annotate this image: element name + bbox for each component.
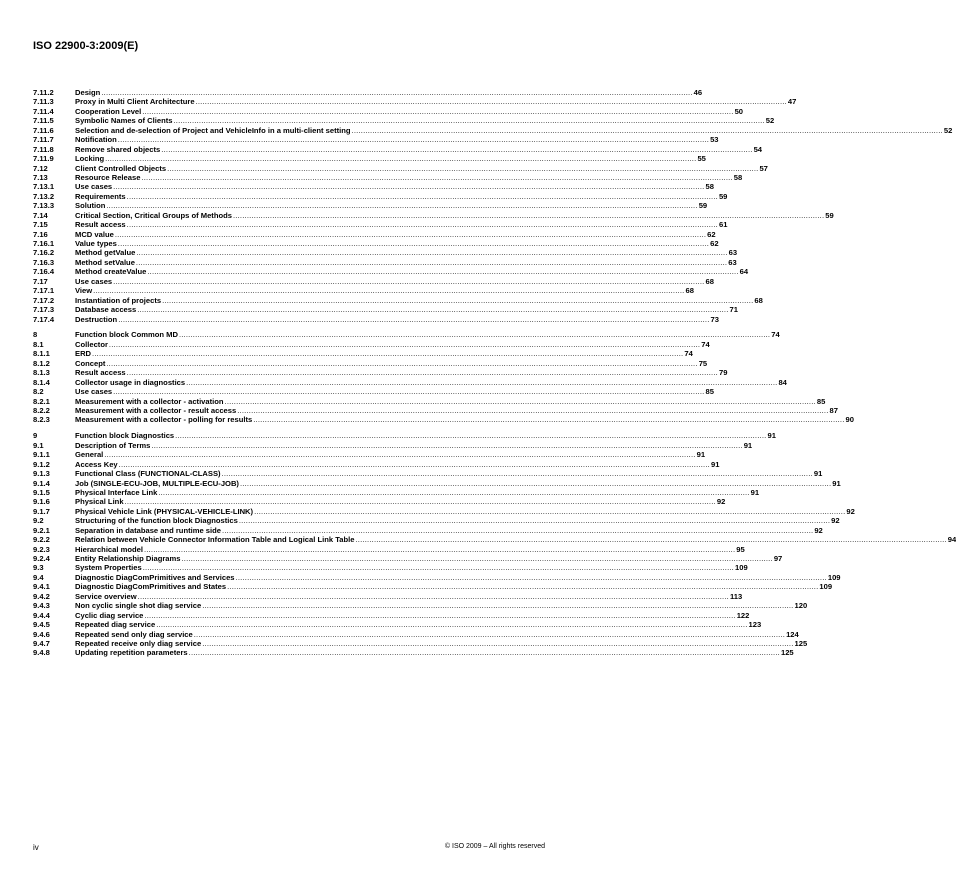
toc-dot-leader <box>109 340 700 349</box>
toc-entry-page: 71 <box>729 305 738 315</box>
toc-entry-title: Database access <box>75 305 137 315</box>
toc-entry-number: 7.16.3 <box>33 257 55 267</box>
toc-dot-leader <box>101 88 692 97</box>
toc-entry-page: 125 <box>780 648 794 658</box>
toc-entry-title: Resource Release <box>75 172 141 182</box>
toc-entry[interactable] <box>33 431 776 441</box>
toc-entry-number: 8.2.1 <box>33 396 50 406</box>
toc-entry-title: Method setValue <box>75 257 135 267</box>
toc-entry-page: 87 <box>829 405 838 415</box>
toc-entry-number: 9.4.6 <box>33 629 50 639</box>
toc-entry-number: 7.13.1 <box>33 182 55 192</box>
toc-entry-number: 7.11.7 <box>33 135 54 145</box>
toc-entry-title: Repeated diag service <box>75 620 156 630</box>
toc-entry-page: 109 <box>735 563 748 573</box>
toc-entry-number: 7.17.4 <box>33 314 55 324</box>
toc-entry-page: 62 <box>707 229 716 239</box>
toc-entry-page: 92 <box>846 506 855 516</box>
toc-entry[interactable] <box>33 368 728 378</box>
toc-entry[interactable] <box>33 387 714 397</box>
toc-dot-leader <box>143 563 734 572</box>
toc-entry-page: 68 <box>685 286 694 296</box>
toc-entry-title: Physical Interface Link <box>75 487 158 497</box>
toc-entry[interactable] <box>33 554 783 563</box>
toc-dot-leader <box>355 535 946 544</box>
toc-entry-number: 8.1.4 <box>33 377 50 387</box>
copyright-notice: © ISO 2009 – All rights reserved <box>444 843 545 850</box>
toc-entry-title: Collector <box>75 339 108 349</box>
toc-dot-leader <box>113 277 704 286</box>
toc-dot-leader <box>104 450 695 459</box>
toc-entry-page: 91 <box>743 440 753 450</box>
toc-entry-number: 9.4.5 <box>33 620 50 630</box>
toc-entry-page: 91 <box>750 487 760 497</box>
toc-entry[interactable] <box>33 450 706 460</box>
toc-entry[interactable] <box>33 172 743 182</box>
toc-entry-title: Client Controlled Objects <box>75 163 167 173</box>
toc-entry-page: 59 <box>718 191 728 201</box>
toc-entry-number: 9.1.4 <box>33 478 50 488</box>
toc-entry-number: 9 <box>33 431 38 441</box>
toc-entry[interactable] <box>33 620 762 630</box>
toc-entry-title: Structuring of the function block Diagnostics <box>75 516 238 526</box>
toc-entry-page: 92 <box>716 497 726 507</box>
toc-entry[interactable] <box>33 405 838 415</box>
toc-entry[interactable] <box>33 116 775 126</box>
toc-entry[interactable] <box>33 459 720 469</box>
toc-entry-page: 91 <box>813 469 823 479</box>
toc-entry-title: Locking <box>75 154 105 164</box>
toc-entry-title: System Properties <box>75 563 142 573</box>
toc-entry-page: 47 <box>787 97 797 107</box>
toc-entry-title: Function block Common MD <box>75 330 178 340</box>
toc-entry-page: 68 <box>754 295 763 305</box>
toc-entry-page: 63 <box>728 248 738 258</box>
toc-dot-leader <box>127 220 718 229</box>
toc-dot-leader <box>156 620 747 629</box>
toc-dot-leader <box>151 441 742 450</box>
toc-entry[interactable] <box>33 248 738 258</box>
toc-entry-number: 9.4.7 <box>33 638 50 648</box>
toc-entry[interactable] <box>33 396 826 406</box>
toc-entry[interactable] <box>33 314 719 324</box>
toc-entry-title: Method getValue <box>75 248 136 258</box>
toc-entry-title: Cooperation Level <box>75 106 142 116</box>
toc-dot-leader <box>136 258 727 267</box>
toc-entry-number: 9.4 <box>33 572 44 582</box>
toc-entry-page: 50 <box>734 106 744 116</box>
toc-dot-leader <box>225 397 816 406</box>
toc-entry[interactable] <box>33 295 763 305</box>
toc-dot-leader <box>106 201 697 210</box>
toc-entry-number: 7.13.2 <box>33 191 55 201</box>
toc-entry-page: 84 <box>778 377 787 387</box>
toc-entry-title: Entity Relationship Diagrams <box>75 554 181 563</box>
toc-entry-title: Measurement with a collector - result access <box>75 405 237 415</box>
toc-entry[interactable] <box>33 330 780 340</box>
toc-dot-leader <box>233 211 824 220</box>
toc-dot-leader <box>253 415 844 424</box>
toc-entry[interactable] <box>33 516 840 526</box>
toc-entry-title: View <box>75 286 93 296</box>
toc-entry[interactable] <box>33 201 708 211</box>
toc-entry-title: Physical Link <box>75 497 124 507</box>
toc-entry[interactable] <box>33 88 703 97</box>
toc-dot-leader <box>142 107 733 116</box>
toc-entry[interactable] <box>33 220 728 230</box>
toc-entry-title: Collector usage in diagnostics <box>75 377 186 387</box>
toc-entry-number: 7.11.9 <box>33 154 54 164</box>
toc-dot-leader <box>119 460 710 469</box>
toc-dot-leader <box>125 497 716 506</box>
page-number: iv <box>33 843 39 852</box>
toc-entry[interactable] <box>33 154 706 164</box>
toc-entry-title: Remove shared objects <box>75 144 161 154</box>
toc-entry[interactable] <box>33 97 797 107</box>
toc-entry-page: 92 <box>831 516 840 526</box>
toc-dot-leader <box>105 154 696 163</box>
toc-entry[interactable] <box>33 377 787 387</box>
toc-entry-number: 7.15 <box>33 220 48 230</box>
toc-entry-number: 7.13 <box>33 172 48 182</box>
toc-entry-number: 7.16 <box>33 229 48 239</box>
toc-entry-number: 7.17.1 <box>33 286 55 296</box>
toc-dot-leader <box>167 164 758 173</box>
toc-dot-leader <box>202 601 793 610</box>
toc-entry-page: 52 <box>765 116 775 126</box>
toc-entry-page: 91 <box>710 459 720 469</box>
toc-entry[interactable] <box>33 339 710 349</box>
toc-entry-title: Design <box>75 88 101 97</box>
toc-entry-page: 58 <box>705 182 714 192</box>
toc-entry[interactable] <box>33 267 749 277</box>
toc-entry-page: 123 <box>748 620 762 630</box>
toc-entry-title: Separation in database and runtime side <box>75 525 222 535</box>
toc-entry[interactable] <box>33 163 768 173</box>
toc-entry-number: 9.4.1 <box>33 582 50 592</box>
toc-dot-leader <box>118 315 709 324</box>
toc-entry-title: Measurement with a collector - polling for results <box>75 415 253 425</box>
toc-entry-title: Method createValue <box>75 267 147 277</box>
toc-dot-leader <box>194 630 785 639</box>
toc-entry[interactable] <box>33 191 728 201</box>
toc-entry-title: Relation between Vehicle Connector Information Table and Logical Link Table <box>75 535 355 545</box>
toc-entry-title: Requirements <box>75 191 126 201</box>
toc-entry-number: 8.2 <box>33 387 44 397</box>
toc-dot-leader <box>189 648 780 657</box>
toc-dot-leader <box>254 507 845 516</box>
toc-entry[interactable] <box>33 591 743 601</box>
toc-entry[interactable] <box>33 610 750 620</box>
toc-dot-leader <box>106 359 697 368</box>
toc-entry-page: 58 <box>733 172 743 182</box>
toc-entry-number: 7.17.2 <box>33 295 55 305</box>
toc-entry-number: 9.2.2 <box>33 535 50 545</box>
toc-entry[interactable] <box>33 506 855 516</box>
toc-entry-page: 109 <box>827 572 841 582</box>
toc-entry[interactable] <box>33 601 808 611</box>
toc-entry-page: 59 <box>698 201 708 211</box>
toc-entry-number: 7.16.4 <box>33 267 55 277</box>
toc-entry-title: Diagnostic DiagComPrimitives and States <box>75 582 227 592</box>
toc-entry-page: 91 <box>832 478 841 488</box>
toc-dot-leader <box>237 406 828 415</box>
toc-entry-page: 61 <box>718 220 728 230</box>
toc-entry-number: 7.11.6 <box>33 125 54 135</box>
toc-entry-title: Functional Class (FUNCTIONAL-CLASS) <box>75 469 221 479</box>
toc-dot-leader <box>113 387 704 396</box>
toc-entry-page: 64 <box>739 267 749 277</box>
toc-entry[interactable] <box>33 286 694 296</box>
toc-entry-page: 79 <box>718 368 728 378</box>
toc-entry-title: Repeated receive only diag service <box>75 638 202 648</box>
table-of-contents <box>33 88 956 658</box>
toc-entry[interactable] <box>33 572 841 582</box>
toc-dot-leader <box>92 349 683 358</box>
toc-entry-page: 57 <box>759 163 768 173</box>
toc-dot-leader <box>196 97 787 106</box>
toc-dot-leader <box>240 479 831 488</box>
toc-entry-title: Solution <box>75 201 106 211</box>
toc-entry-title: Result access <box>75 220 126 230</box>
toc-entry-number: 7.11.5 <box>33 116 54 126</box>
toc-dot-leader <box>127 368 718 377</box>
toc-dot-leader <box>115 230 706 239</box>
toc-entry-number: 7.16.2 <box>33 248 55 258</box>
toc-entry-title: General <box>75 450 104 460</box>
toc-entry-number: 8.2.2 <box>33 405 50 415</box>
toc-entry-title: Critical Section, Critical Groups of Methods <box>75 210 232 220</box>
toc-entry[interactable] <box>33 305 738 315</box>
toc-entry-number: 8.1 <box>33 339 44 349</box>
toc-dot-leader <box>239 516 830 525</box>
toc-entry-title: Hierarchical model <box>75 544 143 554</box>
toc-entry-title: Use cases <box>75 276 113 286</box>
toc-dot-leader <box>352 126 943 135</box>
toc-dot-leader <box>118 135 709 144</box>
toc-dot-leader <box>147 267 738 276</box>
toc-entry-page: 59 <box>825 210 834 220</box>
toc-entry[interactable] <box>33 535 956 545</box>
toc-entry-number: 9.1.1 <box>33 450 50 460</box>
toc-entry-number: 9.1.2 <box>33 459 50 469</box>
toc-entry[interactable] <box>33 276 714 286</box>
toc-entry-number: 8.1.1 <box>33 349 50 359</box>
toc-entry-number: 7.11.2 <box>33 88 54 97</box>
toc-dot-leader <box>118 239 709 248</box>
toc-entry-page: 94 <box>947 535 956 545</box>
toc-entry-page: 122 <box>736 610 750 620</box>
toc-entry-title: Access Key <box>75 459 118 469</box>
toc-dot-leader <box>236 573 827 582</box>
toc-entry-title: Symbolic Names of Clients <box>75 116 173 126</box>
toc-dot-leader <box>222 469 813 478</box>
toc-dot-leader <box>173 116 764 125</box>
toc-entry-title: Destruction <box>75 314 118 324</box>
toc-entry-page: 124 <box>786 629 799 639</box>
toc-entry[interactable] <box>33 210 834 220</box>
toc-entry-page: 62 <box>710 239 719 248</box>
toc-entry-number: 7.14 <box>33 210 48 220</box>
toc-dot-leader <box>158 488 749 497</box>
toc-entry[interactable] <box>33 358 708 368</box>
toc-entry-title: Service overview <box>75 591 137 601</box>
toc-entry[interactable] <box>33 638 808 648</box>
toc-entry[interactable] <box>33 487 760 497</box>
toc-entry-number: 7.11.3 <box>33 97 54 107</box>
toc-entry-page: 92 <box>814 525 823 535</box>
toc-dot-leader <box>227 582 818 591</box>
toc-entry-number: 9.1.7 <box>33 506 50 516</box>
toc-entry[interactable] <box>33 544 745 554</box>
toc-entry-title: MCD value <box>75 229 114 239</box>
toc-entry[interactable] <box>33 144 763 154</box>
toc-dot-leader <box>202 639 793 648</box>
toc-entry-number: 7.11.8 <box>33 144 54 154</box>
toc-entry-title: Measurement with a collector - activation <box>75 396 224 406</box>
toc-entry-number: 9.4.2 <box>33 591 50 601</box>
toc-entry-page: 90 <box>845 415 854 425</box>
toc-entry-number: 9.2.3 <box>33 544 50 554</box>
toc-entry[interactable] <box>33 497 726 507</box>
toc-entry-page: 73 <box>710 314 719 324</box>
toc-entry-page: 54 <box>753 144 763 154</box>
toc-dot-leader <box>144 611 735 620</box>
toc-entry-title: Value types <box>75 239 117 248</box>
toc-entry-number: 9.2.4 <box>33 554 50 563</box>
toc-entry-number: 8.1.2 <box>33 358 50 368</box>
toc-entry-number: 9.1 <box>33 440 44 450</box>
toc-entry-page: 74 <box>684 349 693 359</box>
toc-entry-page: 74 <box>771 330 780 340</box>
toc-entry-page: 63 <box>728 257 737 267</box>
toc-dot-leader <box>138 592 729 601</box>
toc-entry-page: 75 <box>698 358 708 368</box>
toc-dot-leader <box>182 554 773 563</box>
toc-entry[interactable] <box>33 415 854 425</box>
toc-dot-leader <box>141 173 732 182</box>
toc-entry-title: Proxy in Multi Client Architecture <box>75 97 195 107</box>
toc-entry-page: 85 <box>705 387 714 397</box>
toc-entry-page: 109 <box>819 582 833 592</box>
document-header: ISO 22900-3:2009(E) <box>33 40 139 52</box>
toc-entry-number: 7.17 <box>33 276 48 286</box>
toc-entry-number: 8 <box>33 330 38 340</box>
toc-entry-page: 91 <box>767 431 776 441</box>
toc-entry-title: Cyclic diag service <box>75 610 144 620</box>
toc-entry-page: 85 <box>816 396 826 406</box>
toc-entry-title: Diagnostic DiagComPrimitives and Services <box>75 572 235 582</box>
toc-entry-number: 7.12 <box>33 163 48 173</box>
toc-entry[interactable] <box>33 440 753 450</box>
toc-entry-title: Job (SINGLE-ECU-JOB, MULTIPLE-ECU-JOB) <box>75 478 239 488</box>
toc-entry-number: 7.13.3 <box>33 201 55 211</box>
toc-entry-number: 9.2.1 <box>33 525 50 535</box>
toc-entry-title: Use cases <box>75 387 113 397</box>
toc-entry-title: Notification <box>75 135 117 145</box>
toc-dot-leader <box>113 182 704 191</box>
toc-entry[interactable] <box>33 629 799 639</box>
toc-entry-page: 91 <box>696 450 706 460</box>
toc-entry-number: 9.1.6 <box>33 497 50 507</box>
toc-entry-title: Non cyclic single shot diag service <box>75 601 202 611</box>
toc-entry[interactable] <box>33 648 794 658</box>
toc-entry[interactable] <box>33 563 748 573</box>
toc-dot-leader <box>137 305 728 314</box>
toc-dot-leader <box>144 545 735 554</box>
toc-entry[interactable] <box>33 135 719 145</box>
toc-entry-title: Updating repetition parameters <box>75 648 188 658</box>
toc-entry-title: Physical Vehicle Link (PHYSICAL-VEHICLE-LINK) <box>75 506 254 516</box>
toc-entry-page: 125 <box>794 638 808 648</box>
toc-dot-leader <box>222 526 813 535</box>
toc-entry-number: 7.11.4 <box>33 106 54 116</box>
toc-entry[interactable] <box>33 582 833 592</box>
toc-entry-title: Concept <box>75 358 106 368</box>
toc-dot-leader <box>175 431 766 440</box>
toc-dot-leader <box>161 145 752 154</box>
toc-entry-number: 9.3 <box>33 563 44 573</box>
toc-dot-leader <box>136 248 727 257</box>
toc-entry-number: 9.4.8 <box>33 648 50 658</box>
toc-entry-number: 9.2 <box>33 516 44 526</box>
toc-entry-title: Description of Terms <box>75 440 151 450</box>
toc-entry-title: ERD <box>75 349 92 359</box>
toc-entry-page: 113 <box>729 591 743 601</box>
toc-entry[interactable] <box>33 182 714 192</box>
toc-entry-title: Result access <box>75 368 126 378</box>
toc-entry-page: 95 <box>736 544 745 554</box>
toc-entry-page: 120 <box>794 601 808 611</box>
toc-entry-title: Selection and de-selection of Project and VehicleInfo in a multi-client setting <box>75 125 351 135</box>
toc-entry-title: Instantiation of projects <box>75 295 162 305</box>
toc-entry[interactable] <box>33 349 693 359</box>
toc-entry[interactable] <box>33 106 744 116</box>
toc-dot-leader <box>186 378 777 387</box>
toc-entry[interactable] <box>33 525 823 535</box>
toc-entry[interactable] <box>33 229 716 239</box>
toc-entry-number: 9.1.5 <box>33 487 50 497</box>
toc-entry-number: 7.17.3 <box>33 305 55 315</box>
toc-entry-page: 74 <box>701 339 710 349</box>
toc-dot-leader <box>179 330 770 339</box>
toc-entry-number: 9.4.3 <box>33 601 50 611</box>
toc-entry-number: 9.1.3 <box>33 469 50 479</box>
toc-entry-number: 8.1.3 <box>33 368 50 378</box>
toc-entry[interactable] <box>33 257 737 267</box>
toc-entry-page: 46 <box>693 88 703 97</box>
toc-entry-number: 9.4.4 <box>33 610 50 620</box>
toc-dot-leader <box>127 192 718 201</box>
toc-entry[interactable] <box>33 478 841 488</box>
toc-dot-leader <box>162 296 753 305</box>
toc-entry-title: Use cases <box>75 182 113 192</box>
toc-entry[interactable] <box>33 469 823 479</box>
toc-entry[interactable] <box>33 125 953 135</box>
toc-entry-number: 7.16.1 <box>33 239 55 248</box>
toc-entry-title: Repeated send only diag service <box>75 629 193 639</box>
toc-entry-page: 97 <box>773 554 783 563</box>
toc-entry-page: 53 <box>710 135 719 145</box>
toc-entry-page: 55 <box>697 154 706 164</box>
toc-entry[interactable] <box>33 239 719 248</box>
toc-entry-page: 68 <box>705 276 714 286</box>
toc-entry-number: 8.2.3 <box>33 415 50 425</box>
toc-entry-page: 52 <box>943 125 953 135</box>
toc-entry-title: Function block Diagnostics <box>75 431 175 441</box>
toc-dot-leader <box>93 286 684 295</box>
